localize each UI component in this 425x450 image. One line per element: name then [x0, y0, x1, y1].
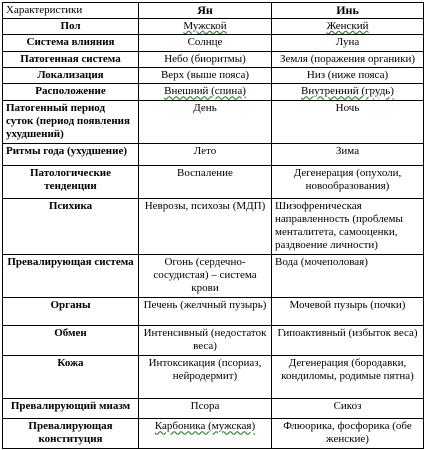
yin-value: Гипоактивный (избыток веса) — [272, 326, 424, 356]
yang-value: Верх (выше пояса) — [139, 67, 272, 83]
row-label: Органы — [3, 297, 139, 326]
yin-value: Луна — [272, 35, 424, 51]
yin-value: Земля (поражения органики) — [272, 51, 424, 67]
yang-value: Небо (биоритмы) — [139, 51, 272, 67]
row-label: Система влияния — [3, 35, 139, 51]
yin-value-text: Женский — [326, 20, 369, 32]
table-row — [3, 67, 424, 83]
yang-value: Псора — [139, 398, 272, 418]
yin-value: Зима — [272, 143, 424, 165]
yang-value: Воспаление — [139, 166, 272, 199]
yang-value — [139, 19, 272, 35]
row-label: Локализация — [3, 67, 139, 83]
yang-value: Интоксикация (псориаз, нейродермит) — [139, 355, 272, 398]
yang-value: Печень (желчный пузырь) — [139, 297, 272, 326]
row-label: Обмен — [3, 326, 139, 356]
yang-value: Лето — [139, 143, 272, 165]
table-row — [3, 166, 424, 199]
yin-value: Мочевой пузырь (почки) — [272, 297, 424, 326]
row-label: Патогенный период суток (период появления ухудшений) — [3, 100, 139, 143]
yang-value: Солнце — [139, 35, 272, 51]
row-label: Патогенная система — [3, 51, 139, 67]
table-row — [3, 254, 424, 297]
yin-yang-table — [2, 2, 424, 449]
row-label: Психика — [3, 198, 139, 254]
yin-value: Дегенерация (опухоли, новообразования) — [272, 166, 424, 199]
row-label: Пол — [3, 19, 139, 35]
table-row — [3, 398, 424, 418]
yang-value-text: Внешний (спина) — [164, 85, 246, 98]
yin-value: Вода (мочеполовая) — [272, 254, 424, 297]
table-row — [3, 297, 424, 326]
yang-value: Интенсивный (недостаток веса) — [139, 326, 272, 356]
yang-value: Огонь (сердечно-сосудистая) – система крови — [139, 254, 272, 297]
table-row — [3, 19, 424, 35]
yang-value-text: Мужской — [183, 20, 227, 32]
table-row — [3, 143, 424, 165]
table-row — [3, 198, 424, 254]
header-yin: Инь — [272, 3, 424, 19]
yang-value-text: Карбоника (мужская) — [154, 420, 256, 433]
table-row — [3, 100, 424, 143]
table-row — [3, 326, 424, 356]
yin-value: Дегенерация (бородавки, кондиломы, родимые пятна) — [272, 355, 424, 398]
yin-value — [272, 84, 424, 100]
table-header-row — [3, 3, 424, 19]
document-page — [2, 2, 423, 449]
row-label: Превалирующий миазм — [3, 398, 139, 418]
yin-value — [272, 19, 424, 35]
yang-value — [139, 84, 272, 100]
row-label: Патологические тенденции — [3, 166, 139, 199]
row-label: Превалирующая конституция — [3, 419, 139, 449]
yang-value: День — [139, 100, 272, 143]
table-row — [3, 355, 424, 398]
row-label: Ритмы года (ухудшение) — [3, 143, 139, 165]
row-label: Расположение — [3, 84, 139, 100]
table-row — [3, 84, 424, 100]
yin-value: Низ (ниже пояса) — [272, 67, 424, 83]
yin-value: Шизофреническая направленность (проблемы менталитета, самооценки, раздвоение личности) — [272, 198, 424, 254]
yin-value: Флюорика, фосфорика (обе женские) — [272, 419, 424, 449]
yin-value: Ночь — [272, 100, 424, 143]
header-characteristics: Характеристики — [3, 3, 139, 19]
yang-value: Неврозы, психозы (МДП) — [139, 198, 272, 254]
yin-value-text: Внутренний (грудь) — [301, 85, 394, 98]
table-row — [3, 35, 424, 51]
row-label: Кожа — [3, 355, 139, 398]
row-label: Превалирующая система — [3, 254, 139, 297]
table-row — [3, 51, 424, 67]
yin-value: Сикоз — [272, 398, 424, 418]
table-row — [3, 419, 424, 449]
yang-value — [139, 419, 272, 449]
header-yang: Ян — [139, 3, 272, 19]
